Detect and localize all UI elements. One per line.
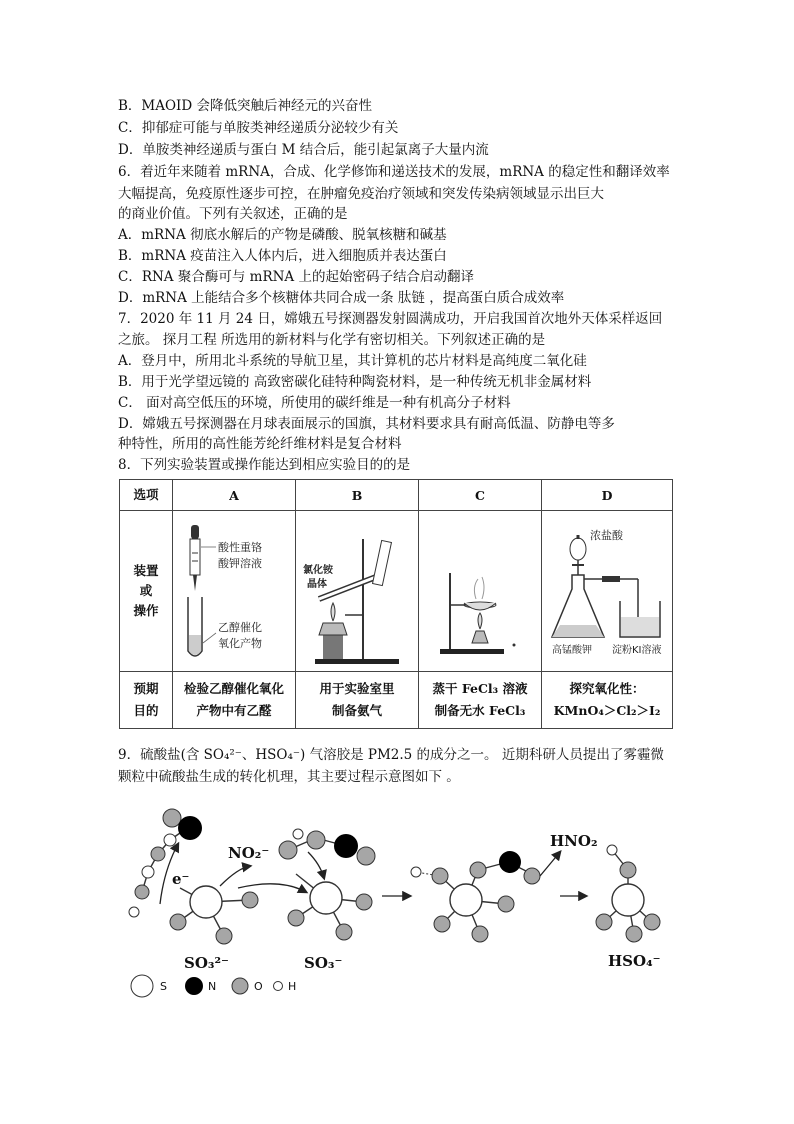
label-nh4cl: 晶体	[307, 579, 327, 590]
table-header-cell: D	[542, 480, 673, 511]
legend-n-swatch	[185, 977, 203, 995]
purpose-text: 产物中有乙醛	[196, 703, 272, 718]
text-line: 种特性，所用的高性能芳纶纤维材料是复合材料	[118, 436, 402, 452]
label-acid-dichromate: 酸钾溶液	[218, 557, 262, 570]
purpose-text: 制备无水 FeCl₃	[434, 703, 526, 718]
purpose-c	[419, 672, 542, 729]
dropper-and-test-tube-drawing	[174, 513, 294, 669]
purpose-b	[296, 672, 419, 729]
label-starch-ki: 淀粉KI溶液	[612, 645, 662, 656]
label-oxidation-product: 乙醇催化	[218, 621, 262, 634]
purpose-text: 检验乙醇催化氧化	[183, 681, 284, 696]
purpose-text: 探究氧化性：	[569, 681, 645, 696]
label-sulfite-radical: SO₃⁻	[304, 954, 343, 972]
question-8-stem: 8．下列实验装置或操作能达到相应实验目的的是	[118, 457, 411, 473]
label-acid-dichromate: 酸性重铬	[218, 541, 262, 554]
row-label-purpose	[120, 672, 173, 729]
purpose-d	[542, 672, 673, 729]
legend-h-swatch	[274, 982, 283, 991]
label-nh4cl: 氯化铵	[303, 565, 333, 576]
option-c: C． 面对高空低压的环境，所使用的碳纤维是一种有机高分子材料	[118, 395, 511, 411]
text-line: B．MAOID 会降低突触后神经元的兴奋性	[118, 98, 373, 114]
question-6-stem: 6．着近年来随着 mRNA，合成、化学修饰和递送技术的发展，mRNA 的稳定性和翻译效率	[118, 164, 670, 180]
text-line: C．抑郁症可能与单胺类神经递质分泌较少有关	[118, 120, 399, 136]
text-line: D．单胺类神经递质与蛋白 M 结合后，能引起氯离子大量内流	[118, 142, 489, 158]
row-label-text: 预期	[133, 681, 159, 696]
label-kmno4: 高锰酸钾	[552, 645, 592, 656]
legend-n-label: N	[208, 980, 217, 993]
label-nitrite: NO₂⁻	[228, 844, 270, 862]
label-conc-hcl: 浓盐酸	[590, 529, 623, 542]
question-7-stem: 7．2020 年 11 月 24 日，嫦娥五号探测器发射圆满成功，开启我国首次地外天体采样返回	[118, 311, 663, 327]
apparatus-b	[296, 511, 419, 672]
row-label-text: 目的	[133, 703, 159, 718]
label-sulfite: SO₃²⁻	[184, 954, 229, 972]
atom-legend	[131, 975, 296, 997]
apparatus-d	[542, 511, 673, 672]
legend-o-swatch	[232, 978, 248, 994]
option-a: A．登月中，所用北斗系统的导航卫星，其计算机的芯片材料是高纯度二氧化硅	[118, 353, 587, 369]
text-line: 颗粒中硫酸盐生成的转化机理，其主要过程示意图如下 。	[118, 769, 460, 785]
option-b: B．mRNA 疫苗注入人体内后，进入细胞质并表达蛋白	[118, 248, 447, 264]
label-bisulfate: HSO₄⁻	[608, 952, 661, 970]
text-line: 之旅。 探月工程 所选用的新材料与化学有密切相关。下列叙述正确的是	[118, 332, 546, 348]
option-d: D．mRNA 上能结合多个核糖体共同合成一条 肽链 ，提高蛋白质合成效率	[118, 290, 565, 306]
ammonium-chloride-heating-drawing	[297, 513, 417, 669]
option-a: A．mRNA 彻底水解后的产物是磷酸、脱氧核糖和碱基	[118, 227, 447, 243]
purpose-text: 蒸干 FeCl₃ 溶液	[432, 681, 528, 696]
legend-s-swatch	[131, 975, 153, 997]
option-d: D．嫦娥五号探测器在月球表面展示的国旗，其材料要求具有耐高低温、防静电等多	[118, 416, 615, 432]
legend-h-label: H	[288, 980, 297, 993]
label-nitrous-acid: HNO₂	[550, 832, 598, 850]
table-header-cell: A	[173, 480, 296, 511]
experiment-table	[119, 479, 673, 729]
option-c: C．RNA 聚合酶可与 mRNA 上的起始密码子结合启动翻译	[118, 269, 474, 285]
text-line: 的商业价值。下列有关叙述，正确的是	[118, 206, 348, 222]
apparatus-c	[419, 511, 542, 672]
legend-o-label: O	[254, 980, 263, 993]
question-9-stem: 9．硫酸盐(含 SO₄²⁻、HSO₄⁻) 气溶胶是 PM2.5 的成分之一。 近期科研人员提出了雾霾微	[118, 747, 664, 763]
table-header-cell: B	[296, 480, 419, 511]
row-label-text: 操作	[133, 603, 159, 618]
evaporation-setup-drawing	[420, 513, 540, 669]
table-header-cell: 选项	[120, 480, 173, 511]
chlorine-generation-drawing	[542, 513, 672, 669]
purpose-text: KMnO₄＞Cl₂＞I₂	[553, 703, 661, 718]
legend-s-label: S	[160, 980, 167, 993]
purpose-text: 制备氨气	[331, 703, 382, 718]
row-label-text: 装置	[133, 563, 159, 578]
sulfate-formation-mechanism-diagram	[120, 800, 680, 1006]
row-label-apparatus	[120, 511, 173, 672]
table-header-cell: C	[419, 480, 542, 511]
option-b: B．用于光学望远镜的 高致密碳化硅特种陶瓷材料，是一种传统无机非金属材料	[118, 374, 592, 390]
label-oxidation-product: 氧化产物	[218, 637, 262, 650]
purpose-a	[173, 672, 296, 729]
apparatus-a	[173, 511, 296, 672]
purpose-text: 用于实验室里	[319, 681, 395, 696]
text-line: 大幅提高，免疫原性逐步可控，在肿瘤免疫治疗领域和突发传染病领域显示出巨大	[118, 186, 604, 202]
row-label-text: 或	[139, 583, 153, 598]
label-electron: e⁻	[172, 870, 190, 888]
